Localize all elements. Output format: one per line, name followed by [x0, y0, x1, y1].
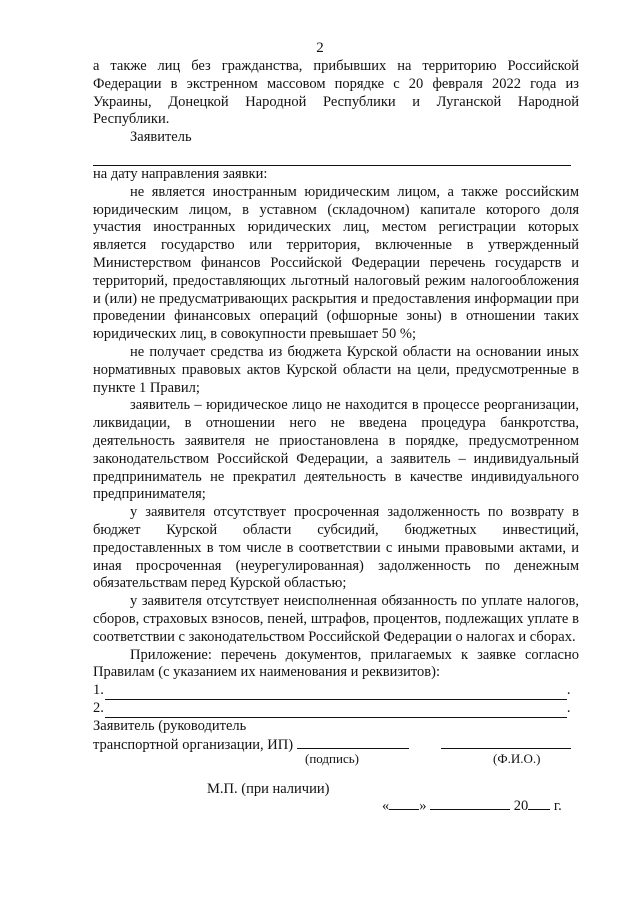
intro-paragraph: а также лиц без гражданства, прибывших на территорию Российской Федерации в экстренном массовом порядке с 20 февраля 2022 года из Украины, Донецкой Народной Республики и Луганской Народной Республики.	[93, 58, 579, 128]
signature-caption: (подпись)	[305, 751, 359, 766]
day-blank	[389, 797, 419, 810]
attachment-item-1	[93, 682, 579, 700]
full-name-caption: (Ф.И.О.)	[493, 751, 541, 766]
condition-no-other-funding: не получает средства из бюджета Курской области на основании иных нормативных правовых актов Курской области на цели, предусмотренные в пункте 1 Правил;	[93, 343, 579, 396]
date-caption: на дату направления заявки:	[93, 165, 268, 182]
condition-no-tax-arrears: у заявителя отсутствует неисполненная обязанность по уплате налогов, сборов, страховых взносов, пеней, штрафов, процентов, подлежащих уплате в соответствии с законодательством Российской Федерации о налогах и сборах.	[93, 593, 579, 645]
full-name-blank	[441, 735, 571, 749]
year-prefix: 20	[513, 798, 529, 814]
condition-foreign-entity: не является иностранным юридическим лицом, а также российским юридическим лицом, в уставном (складочном) капитале которого доля участия иностранных юридических лиц, местом регистрации которых является государство или территория, включенные в утвержденный Министерством финансов Российской Федерации перечень государств и территорий, предоставляющих льготный налоговый режим налогообложения и (или) не предусматривающих раскрытия и предоставления информации при проведении финансовых операций (офшорные зоны) в отношении таких юридических лиц, в совокупности превышает 50 %;	[93, 183, 579, 343]
month-blank	[430, 797, 510, 810]
condition-no-overdue-debt: у заявителя отсутствует просроченная задолженность по возврату в бюджет Курской области субсидий, бюджетных инвестиций, предоставленных в том числе в соответствии с иными правовыми актами, и иная просроченная (неурегулированная) задолженность по денежным обязательствам перед Курской областью;	[93, 504, 579, 592]
page-number: 2	[316, 40, 324, 56]
attachment-item-blank	[105, 686, 567, 700]
signature-title-text: транспортной организации, ИП)	[93, 737, 294, 753]
signature-title-line1: Заявитель (руководитель	[93, 718, 247, 734]
document-body	[93, 58, 579, 718]
condition-no-reorganization: заявитель – юридическое лицо не находится в процессе реорганизации, ликвидации, в отношении него не введена процедура банкротства, деятельность заявителя не приостановлена в порядке, предусмотренном законодательством Российской Федерации, а заявитель – индивидуальный предприниматель не прекратил деятельность в качестве индивидуального предпринимателя;	[93, 397, 579, 503]
applicant-name-line	[93, 149, 571, 166]
year-blank	[528, 797, 550, 810]
attachment-item-blank	[105, 704, 567, 718]
attachment-item-end: .	[566, 682, 571, 699]
applicant-heading: Заявитель	[130, 129, 192, 146]
date-close-quote: »	[419, 798, 427, 814]
attachment-item-number: 2.	[93, 699, 104, 716]
year-suffix: г.	[553, 798, 562, 814]
attachment-text: Приложение: перечень документов, прилагаемых к заявке согласно Правилам (с указанием их наименования и реквизитов):	[93, 646, 579, 681]
signature-blank	[297, 735, 409, 749]
signature-block	[93, 717, 583, 754]
date-open-quote: «	[382, 798, 390, 814]
attachment-item-number: 1.	[93, 682, 104, 699]
attachment-item-2	[93, 700, 579, 718]
attachment-item-end: .	[566, 699, 571, 716]
stamp-note: М.П. (при наличии)	[207, 781, 330, 797]
date-row	[382, 797, 562, 815]
